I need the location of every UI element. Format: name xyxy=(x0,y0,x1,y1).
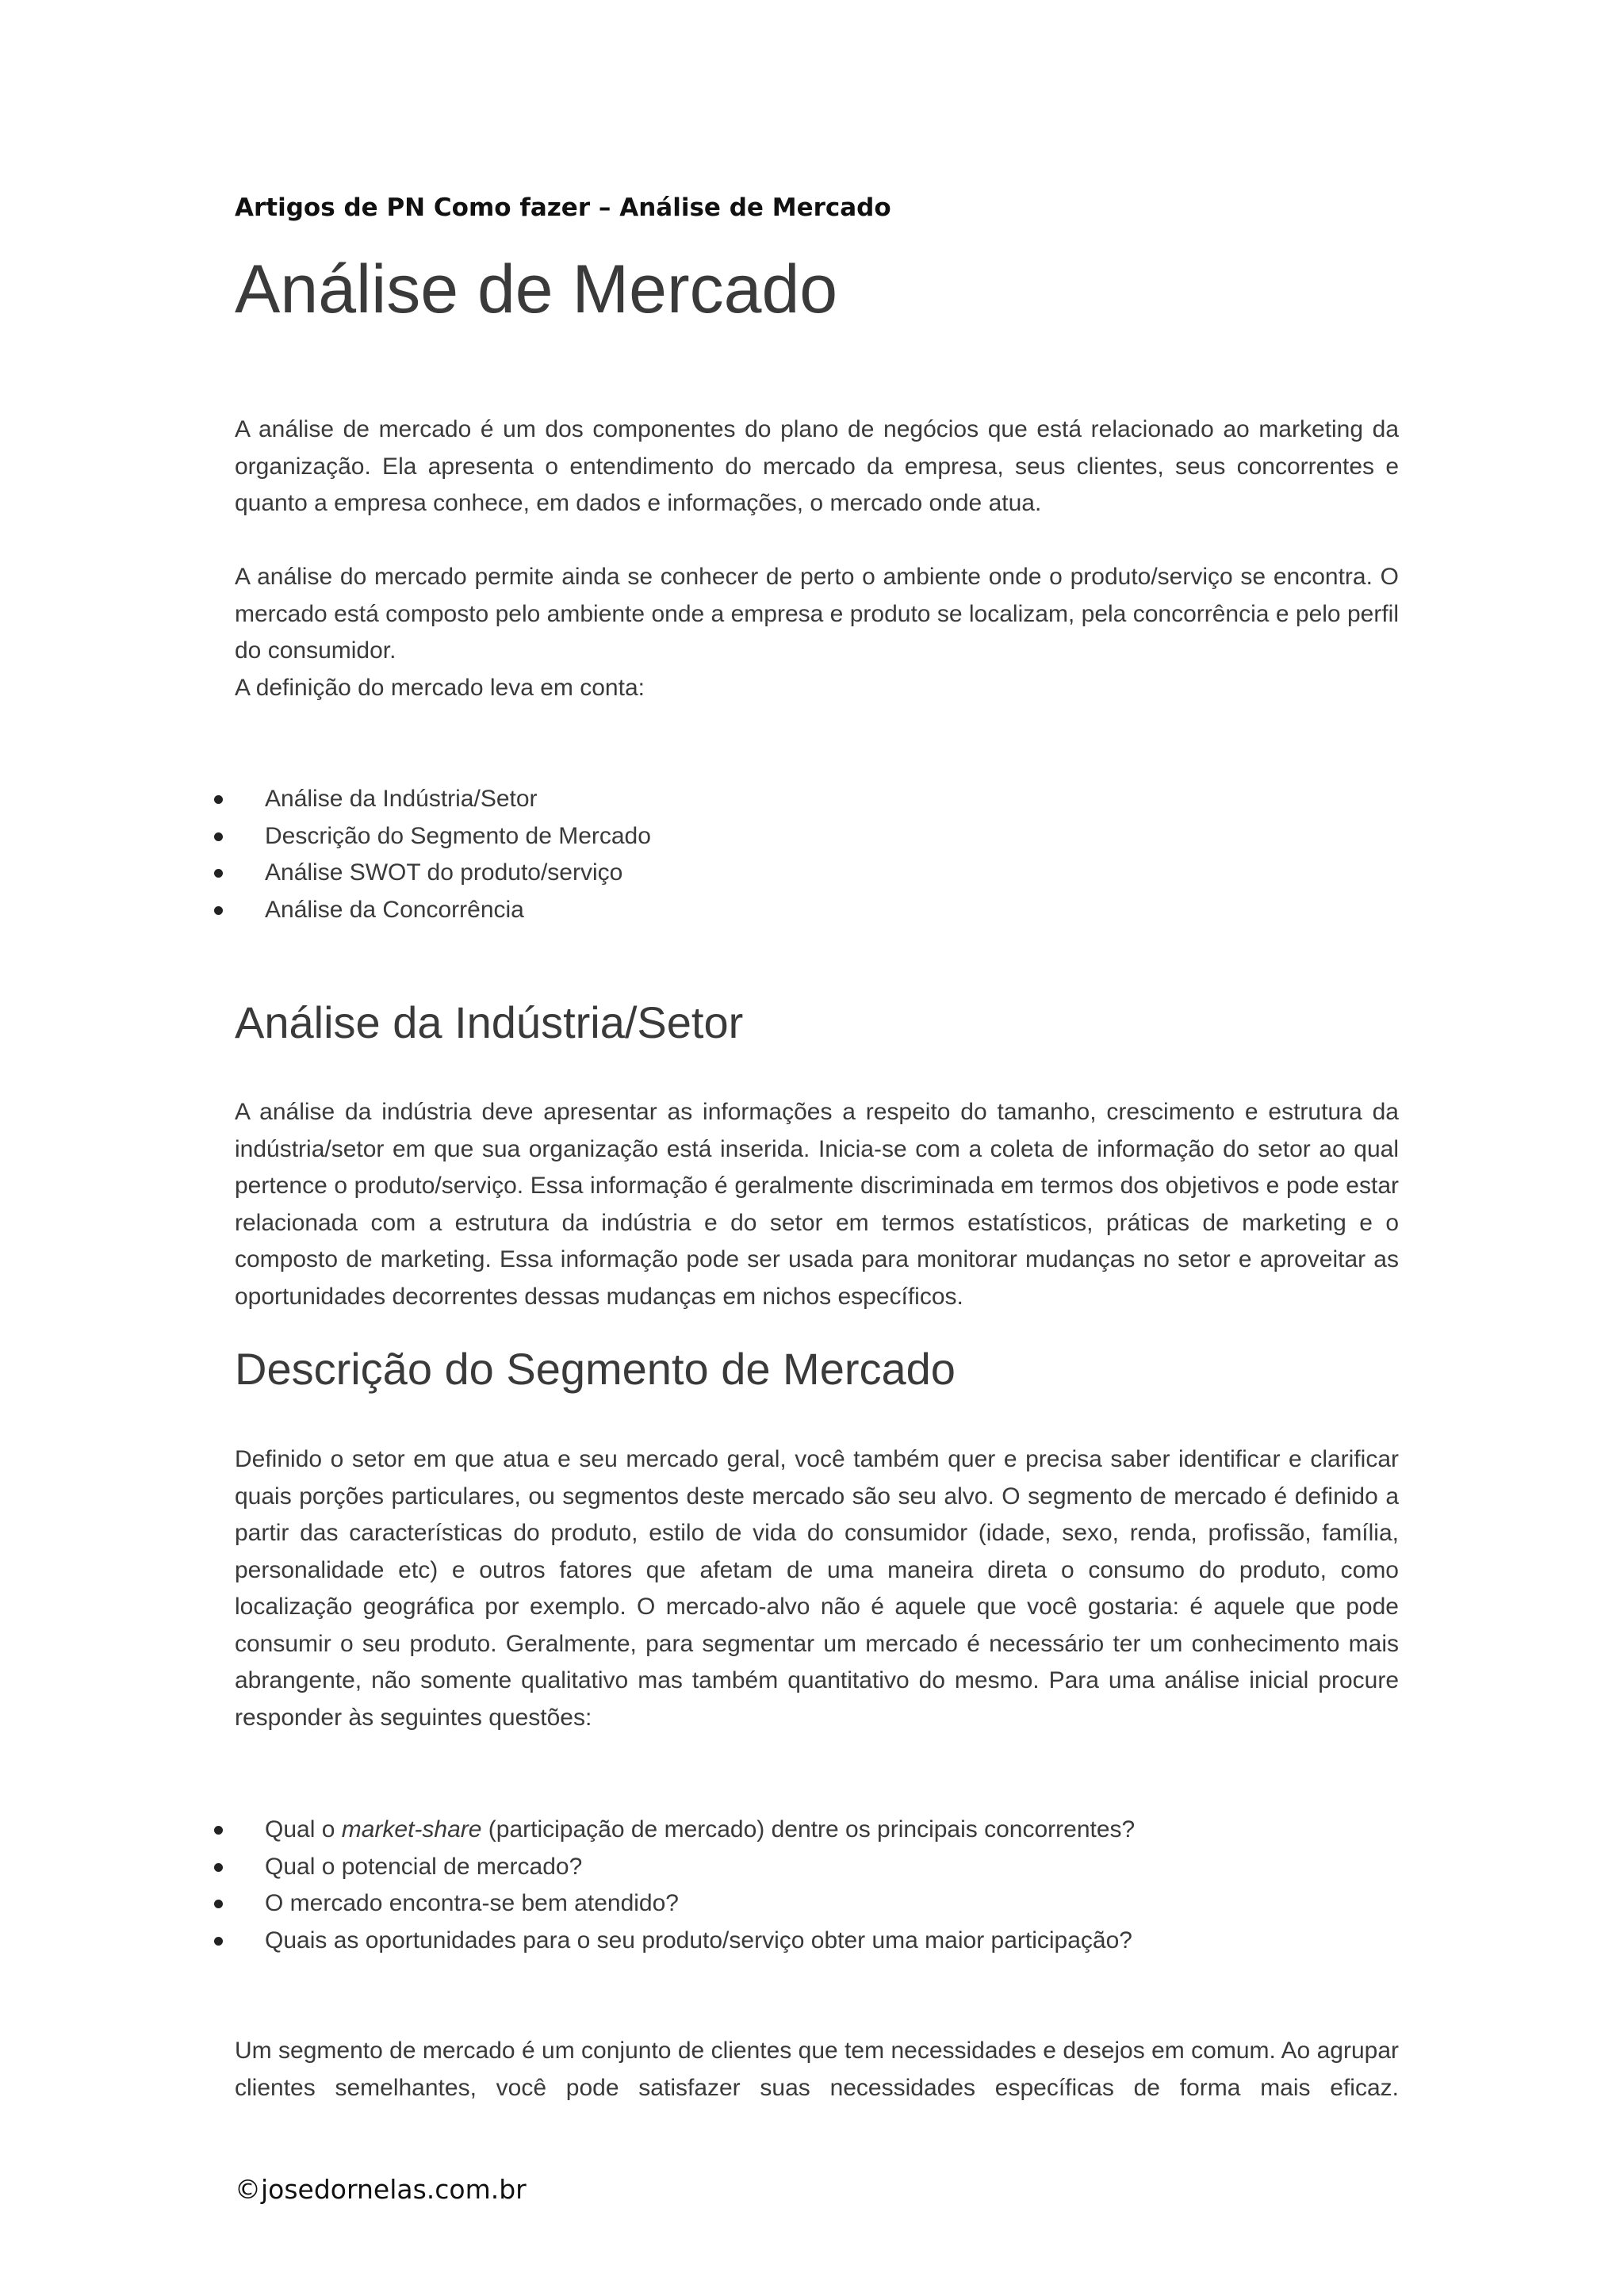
section-heading-industry: Análise da Indústria/Setor xyxy=(235,997,744,1047)
footer-copyright: ©josedornelas.com.br xyxy=(235,2174,527,2205)
list-item: Qual o potencial de mercado? xyxy=(0,1849,1348,1886)
list-item: Análise da Concorrência xyxy=(0,892,1348,929)
section-heading-segment: Descrição do Segmento de Mercado xyxy=(235,1344,956,1394)
definition-list xyxy=(0,781,1348,928)
bullet-icon xyxy=(214,795,223,804)
intro-paragraph-2: A análise do mercado permite ainda se conhecer de perto o ambiente onde o produto/serviço se encontra. O mercado está composto pelo ambiente onde a empresa e produto se localizam, pela concorrência e pelo perfil do consumidor. xyxy=(235,564,1399,664)
questions-list xyxy=(0,1812,1348,1959)
list-item: Quais as oportunidades para o seu produto/serviço obter uma maior participação? xyxy=(0,1923,1348,1960)
list-item: Análise da Indústria/Setor xyxy=(0,781,1348,818)
segment-paragraph: Definido o setor em que atua e seu mercado geral, você também quer e precisa saber identificar e clarificar quais porções particulares, ou segmentos deste mercado são seu alvo. O segmento de mercado é definido a partir das características do produto, estilo de vida do consumidor (idade, sexo, renda, profissão, família, personalidade etc) e outros fatores que afetam de uma maneira direta o consumo do produto, como localização geográfica por exemplo. O mercado-alvo não é aquele que você gostaria: é aquele que pode consumir o seu produto. Geralmente, para segmentar um mercado é necessário ter um conhecimento mais abrangente, não somente qualitativo mas também quantitativo do mesmo. Para uma análise inicial procure responder às seguintes questões: xyxy=(235,1446,1399,1731)
market-share-term: market-share xyxy=(341,1816,482,1843)
page-title: Análise de Mercado xyxy=(235,251,838,327)
intro-paragraph-1: A análise de mercado é um dos componentes do plano de negócios que está relacionado ao marketing da organização. Ela apresenta o entendimento do mercado da empresa, seus clientes, seus concorrentes e quanto a empresa conhece, em dados e informações, o mercado onde atua. xyxy=(235,416,1399,516)
industry-paragraph: A análise da indústria deve apresentar as informações a respeito do tamanho, crescimento e estrutura da indústria/setor em que sua organização está inserida. Inicia-se com a coleta de informação do setor ao qual pertence o produto/serviço. Essa informação é geralmente discriminada em termos dos objetivos e pode estar relacionada com a estrutura da indústria e do setor em termos estatísticos, práticas de marketing e o composto de marketing. Essa informação pode ser usada para monitorar mudanças no setor e aproveitar as oportunidades decorrentes dessas mudanças em nichos específicos. xyxy=(235,1099,1399,1310)
bullet-icon xyxy=(214,869,223,878)
bullet-icon xyxy=(214,1826,223,1835)
closing-paragraph: Um segmento de mercado é um conjunto de clientes que tem necessidades e desejos em comum. Ao agrupar clientes semelhantes, você pode satisfazer suas necessidades específicas de forma mais eficaz. xyxy=(235,2038,1399,2101)
bullet-icon xyxy=(214,832,223,841)
list-item: Qual o market-share (participação de mercado) dentre os principais concorrentes? xyxy=(0,1812,1348,1849)
running-header: Artigos de PN Como fazer – Análise de Mercado xyxy=(235,193,891,222)
bullet-icon xyxy=(214,906,223,915)
bullet-icon xyxy=(214,1900,223,1908)
list-item: O mercado encontra-se bem atendido? xyxy=(0,1885,1348,1923)
list-item: Descrição do Segmento de Mercado xyxy=(0,818,1348,855)
list-item: Análise SWOT do produto/serviço xyxy=(0,855,1348,892)
intro-paragraph-3: A definição do mercado leva em conta: xyxy=(235,675,645,701)
bullet-icon xyxy=(214,1937,223,1946)
bullet-icon xyxy=(214,1863,223,1872)
